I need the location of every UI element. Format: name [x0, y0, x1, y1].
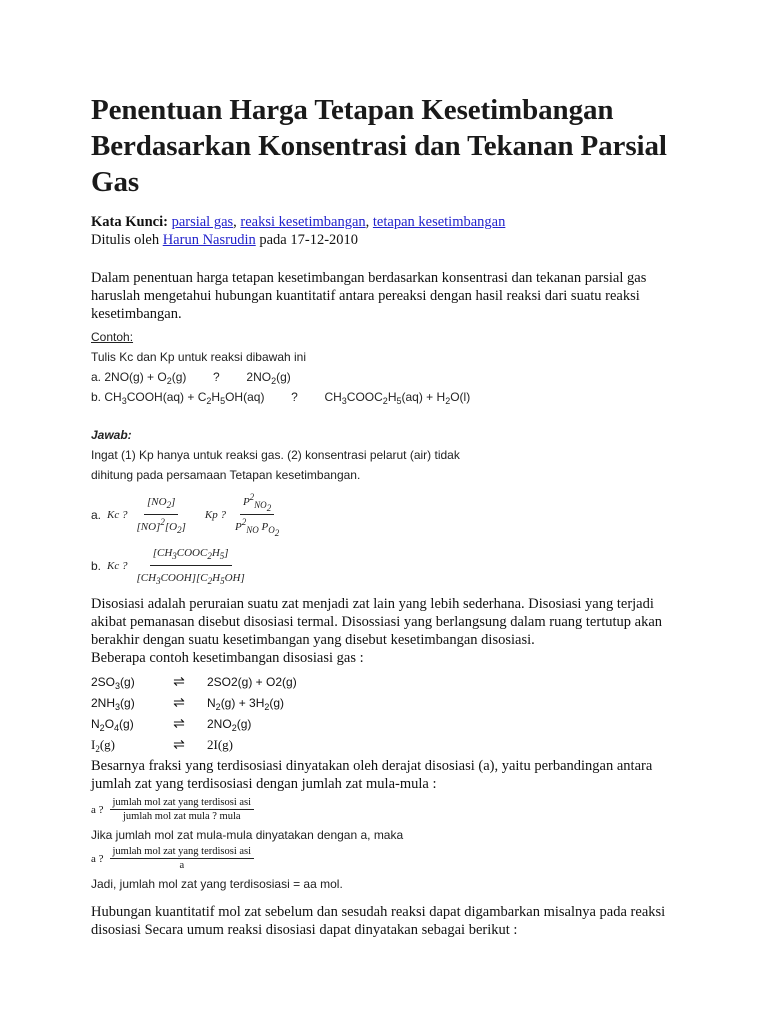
equilibrium-arrow-icon: ⇌: [173, 736, 185, 752]
example-heading: Contoh:: [91, 330, 134, 344]
equilibrium-placeholder: ?: [213, 370, 220, 384]
quantitative-paragraph: Hubungan kuantitatif mol zat sebelum dan sesudah reaksi dapat digambarkan misalnya pada reaksi disosiasi Secara umum reaksi disosiasi dapat dinyatakan sebagai berikut :: [91, 904, 666, 938]
kp-label: Kp ?: [204, 508, 226, 521]
reaction-row: $2SO_3(g)$ ⇌ 2SO2(g) + O2(g): [91, 673, 297, 691]
equilibrium-arrow-icon: ⇌: [173, 694, 185, 710]
author-link[interactable]: Harun Nasrudin: [162, 232, 256, 248]
kc-label: Kc ?: [107, 508, 128, 521]
kc-fraction-a: $\frac{[NO_2]}{[NO]^2[O_2]}$: [134, 491, 189, 538]
author-prefix: Ditulis oleh: [91, 232, 160, 248]
alpha-lhs: a ?: [91, 803, 104, 816]
alpha-lhs: a ?: [91, 852, 104, 865]
item-b-prefix: b.: [91, 390, 102, 404]
alpha-denominator: jumlah mol zat mula ? mula: [123, 811, 241, 822]
keywords-label: Kata Kunci:: [91, 214, 168, 230]
keyword-link-tetapan-kesetimbangan[interactable]: tetapan kesetimbangan: [372, 214, 506, 230]
item-a-prefix: a.: [91, 370, 102, 384]
example-instruction: Tulis Kc dan Kp untuk reaksi dibawah ini: [91, 350, 307, 364]
publish-date: 17-12-2010: [290, 232, 359, 248]
keyword-link-reaksi-kesetimbangan[interactable]: reaksi kesetimbangan: [240, 214, 366, 230]
alpha-numerator: jumlah mol zat yang terdisosi asi: [110, 846, 255, 859]
alpha-formula-2: [91, 846, 691, 871]
alpha-formula-1: [91, 797, 691, 822]
answer-note-2: dihitung pada persamaan Tetapan kesetimbangan.: [91, 468, 361, 482]
alpha-formula-block: [91, 797, 691, 893]
answer-a-equation: [91, 491, 691, 538]
item-a-prefix: a.: [91, 507, 102, 522]
answer-heading: Jawab:: [91, 428, 132, 442]
intro-paragraph: Dalam penentuan harga tetapan kesetimbangan berdasarkan konsentrasi dan tekanan parsial gas haruslah mengetahui hubungan kuantitatif antara pereaksi dengan hasil reaksi dari suatu reaksi kesetimbangan.: [91, 270, 647, 322]
example-reaction-b: b. $CH_3COOH(aq) + C_2H_5OH(aq)$ ? $CH_3COOC_2H_5(aq) + H_2O(l)$: [91, 387, 691, 407]
equilibrium-placeholder: ?: [291, 390, 298, 404]
byline: [91, 231, 691, 249]
equilibrium-arrow-icon: ⇌: [173, 715, 185, 731]
reaction-row: $2NH_3(g)$ ⇌ $N_2(g) + 3H_2(g)$: [91, 694, 285, 712]
answer-b-equation: [91, 542, 691, 589]
reaction-row: $I_2(g)$ ⇌ 2I(g): [91, 736, 233, 754]
alpha-numerator: jumlah mol zat yang terdisosi asi: [110, 797, 255, 810]
dissociation-degree-paragraph: Besarnya fraksi yang terdisosiasi dinyatakan oleh derajat disosiasi (a), yaitu perbandingan antara jumlah zat yang terdisosiasi dengan jumlah zat mula-mula :: [91, 758, 653, 792]
kp-fraction-a: $\frac{P^2_{NO_2}}{P^2_{NO} P_{O_2}}$: [234, 492, 280, 538]
answer-note-1: Ingat (1) Kp hanya untuk reaksi gas. (2) konsentrasi pelarut (air) tidak: [91, 448, 460, 462]
alpha-jika-line: Jika jumlah mol zat mula-mula dinyatakan dengan a, maka: [91, 828, 404, 842]
example-block: [91, 327, 691, 589]
kc-label: Kc ?: [107, 559, 128, 572]
article-meta: [91, 213, 691, 249]
alpha-denominator: a: [179, 860, 185, 871]
dissociation-paragraph: Disosiasi adalah peruraian suatu zat menjadi zat lain yang lebih sederhana. Disosiasi yang terjadi akibat pemanasan disebut disosiasi termal. Disossiasi yang berlangsung dalam ruang tertutup akan berakhir dengan suatu kesetimbangan yang disebut kesetimbangan disosiasi.: [91, 596, 663, 648]
item-b-prefix: b.: [91, 558, 102, 573]
kc-fraction-b: $\frac{[CH_3COOC_2H_5]}{[CH_3COOH][C_2H_5OH]}$: [134, 542, 248, 589]
gas-examples-intro: Beberapa contoh kesetimbangan disosiasi gas :: [91, 650, 364, 666]
example-reaction-a: a. $2NO(g) + O_2(g)$ ? $2NO_2(g)$: [91, 367, 691, 387]
alpha-jadi-line: Jadi, jumlah mol zat yang terdisosiasi = aa mol.: [91, 877, 343, 891]
article: [91, 92, 691, 939]
reaction-row: $N_2O_4(g)$ ⇌ $2NO_2(g)$: [91, 715, 252, 733]
keyword-link-parsial-gas[interactable]: parsial gas: [171, 214, 234, 230]
date-prefix: pada: [259, 232, 287, 248]
equilibrium-arrow-icon: ⇌: [173, 673, 185, 689]
dissociation-reactions: [91, 671, 691, 755]
keywords-line: Kata Kunci: parsial gas, reaksi kesetimbangan, tetapan kesetimbangan: [91, 214, 506, 230]
page-title: Penentuan Harga Tetapan Kesetimbangan Berdasarkan Konsentrasi dan Tekanan Parsial Gas: [91, 94, 667, 198]
